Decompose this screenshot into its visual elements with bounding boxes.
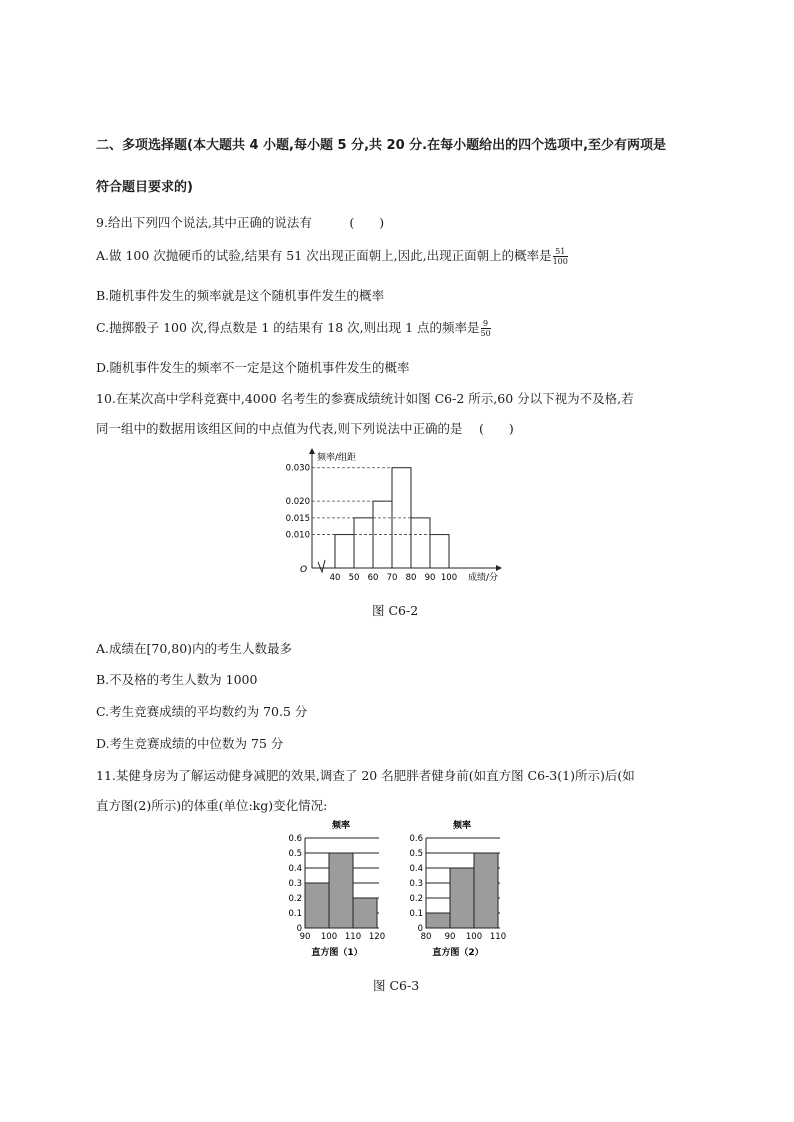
y-tick-label: 0.3 — [409, 879, 423, 889]
q9-c-denominator: 50 — [480, 329, 491, 338]
histogram-bar — [474, 853, 498, 928]
q9-stem: 9.给出下列四个说法,其中正确的说法有 ( ) — [96, 215, 385, 230]
q10-stem-line2: 同一组中的数据用该组区间的中点值为代表,则下列说法中正确的是 ( ) — [96, 421, 514, 436]
figure-c6-3-caption: 图 C6-3 — [373, 978, 420, 993]
histogram-c6-2 — [285, 446, 526, 584]
y-tick-label: 0.4 — [409, 864, 423, 874]
y-tick-label: 0.1 — [288, 909, 302, 919]
x-tick-label: 70 — [386, 573, 398, 583]
y-tick-label: 0.6 — [288, 834, 302, 844]
q9-a-denominator: 100 — [552, 257, 568, 266]
histogram-title: 直方图（2） — [432, 948, 484, 958]
histogram-bar — [329, 853, 353, 928]
y-tick-label: 0.1 — [409, 909, 423, 919]
q10-option-a: A.成绩在[70,80)内的考生人数最多 — [96, 641, 293, 656]
y-tick-label: 0.020 — [285, 497, 310, 508]
x-tick-label: 110 — [489, 932, 507, 942]
y-tick-label: 0.5 — [409, 849, 423, 859]
y-tick-label: 0.2 — [288, 894, 302, 904]
x-tick-label: 90 — [424, 573, 436, 583]
x-tick-label: 100 — [320, 932, 338, 942]
q9-option-c — [96, 318, 491, 338]
histogram-c6-3-1 — [280, 818, 392, 964]
x-tick-label: 80 — [420, 932, 432, 942]
q9-option-d: D.随机事件发生的频率不一定是这个随机事件发生的概率 — [96, 360, 410, 375]
y-axis-title: 频率 — [452, 821, 472, 831]
q9-option-c-text: C.抛掷骰子 100 次,得点数是 1 的结果有 18 次,则出现 1 点的频率是 — [96, 320, 480, 335]
q10-option-c: C.考生竞赛成绩的平均数约为 70.5 分 — [96, 704, 308, 719]
q9-option-a-fraction — [553, 247, 568, 266]
x-tick-label: 50 — [348, 573, 360, 583]
y-tick-label: 0.015 — [285, 513, 310, 524]
y-tick-label: 0 — [417, 924, 423, 934]
origin-label: O — [300, 565, 308, 575]
x-tick-label: 100 — [440, 573, 458, 583]
histogram-bar — [353, 898, 377, 928]
y-tick-label: 0.5 — [288, 849, 302, 859]
x-axis-title: 成绩/分 — [468, 573, 499, 583]
x-tick-label: 120 — [368, 932, 386, 942]
y-tick-label: 0.010 — [285, 530, 310, 541]
y-tick-label: 0.3 — [288, 879, 302, 889]
histogram-c6-3-2 — [392, 818, 512, 964]
q11-stem-line1: 11.某健身房为了解运动健身减肥的效果,调查了 20 名肥胖者健身前(如直方图 C6-3(1)所示)后(如 — [96, 768, 635, 783]
q11-stem-line2: 直方图(2)所示)的体重(单位:kg)变化情况: — [96, 798, 328, 813]
y-axis-arrow — [309, 448, 315, 454]
x-tick-label: 110 — [344, 932, 362, 942]
x-tick-label: 40 — [329, 573, 341, 583]
x-tick-label: 90 — [299, 932, 311, 942]
x-tick-label: 80 — [405, 573, 417, 583]
x-axis-arrow — [496, 565, 502, 571]
histogram-bar — [354, 518, 373, 568]
section-heading-line2: 符合题目要求的) — [96, 180, 193, 195]
x-tick-label: 60 — [367, 573, 379, 583]
figure-c6-2-caption: 图 C6-2 — [372, 603, 419, 618]
y-axis-title: 频率 — [331, 821, 351, 831]
q9-option-b: B.随机事件发生的频率就是这个随机事件发生的概率 — [96, 288, 385, 303]
x-tick-label: 90 — [444, 932, 456, 942]
q10-option-b: B.不及格的考生人数为 1000 — [96, 672, 258, 687]
histogram-bar — [305, 883, 329, 928]
y-tick-label: 0.6 — [409, 834, 423, 844]
q10-option-d: D.考生竞赛成绩的中位数为 75 分 — [96, 736, 284, 751]
histogram-bar — [335, 535, 354, 568]
x-tick-label: 100 — [465, 932, 483, 942]
q9-c-numerator: 9 — [481, 319, 491, 329]
histogram-bar — [426, 913, 450, 928]
axis-break-mark — [318, 560, 325, 572]
y-tick-label: 0.030 — [285, 463, 310, 474]
histogram-bar — [411, 518, 430, 568]
histogram-bar — [450, 868, 474, 928]
y-axis-title: 频率/组距 — [317, 453, 357, 463]
y-tick-label: 0 — [296, 924, 302, 934]
y-tick-label: 0.4 — [288, 864, 302, 874]
histogram-title: 直方图（1） — [311, 948, 363, 958]
q9-option-a-text: A.做 100 次抛硬币的试验,结果有 51 次出现正面朝上,因此,出现正面朝上的概率是 — [96, 248, 552, 263]
q10-stem-line1: 10.在某次高中学科竞赛中,4000 名考生的参赛成绩统计如图 C6-2 所示,60 分以下视为不及格,若 — [96, 391, 634, 406]
section-heading-line1: 二、多项选择题(本大题共 4 小题,每小题 5 分,共 20 分.在每小题给出的四个选项中,至少有两项是 — [96, 138, 667, 153]
q9-option-c-fraction — [481, 319, 491, 338]
histogram-bar — [430, 535, 449, 568]
y-tick-label: 0.2 — [409, 894, 423, 904]
q9-option-a — [96, 246, 568, 266]
q9-a-numerator: 51 — [553, 247, 568, 257]
